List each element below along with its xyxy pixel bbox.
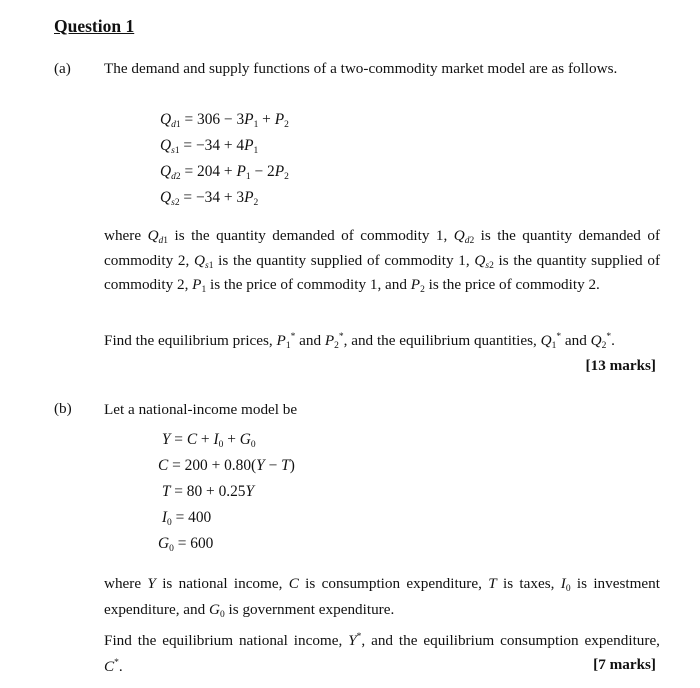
part-a-marks: [13 marks] <box>585 357 656 374</box>
part-b-task: Find the equilibrium national income, Y*, and the equilibrium consumption expenditure, C*. <box>104 632 660 675</box>
part-b-label: (b) <box>54 400 72 417</box>
equation-qd2: $Q_{d2} = 204 + P_1 - 2P_2$ <box>160 163 289 182</box>
part-a-intro: The demand and supply functions of a two-commodity market model are as follows. <box>104 60 618 77</box>
part-b-marks: [7 marks] <box>593 656 656 673</box>
question-heading: Question 1 <box>54 16 135 36</box>
part-b-intro: Let a national-income model be <box>104 401 298 418</box>
equation-c: C = 200 + 0.80(Y − T) <box>158 457 295 474</box>
part-a-where-text: where $Q_{d1}$ is the quantity demanded of commodity 1, $Q_{d2}$ is the quantity demanded of commodity 2, $Q_{s1}$ is the quantity supplied of commodity 1, $Q_{s2}$ is the quantity supplied of commodity 2, $P_1$ is the price of commodity 1, and $P_2$ is the price of commodity 2. <box>104 227 661 295</box>
equation-qs1: $Q_{s1} = -34 + 4P_1$ <box>160 137 259 156</box>
part-a-task: Find the equilibrium prices, $P_1^*$ and $P_2^*$, and the equilibrium quantities, $Q_1^*$ and $Q_2^*$. <box>104 332 615 351</box>
equation-g0: $G_0 = 600$ <box>158 535 214 554</box>
equation-i0: $I_0 = 400$ <box>161 509 212 528</box>
equation-t: T = 80 + 0.25Y <box>161 483 255 500</box>
part-a-label: (a) <box>54 60 71 77</box>
equation-qd1: $Q_{d1} = 306 - 3P_1 + P_2$ <box>160 111 289 130</box>
part-b-where-text: where Y is national income, C is consumption expenditure, T is taxes, $I_0$ is investment expenditure, and $G_0$ is government expenditure. <box>104 575 660 620</box>
equation-qs2: $Q_{s2} = -34 + 3P_2$ <box>160 189 259 208</box>
equation-y: $Y = C + I_0 + G_0$ <box>161 431 256 450</box>
